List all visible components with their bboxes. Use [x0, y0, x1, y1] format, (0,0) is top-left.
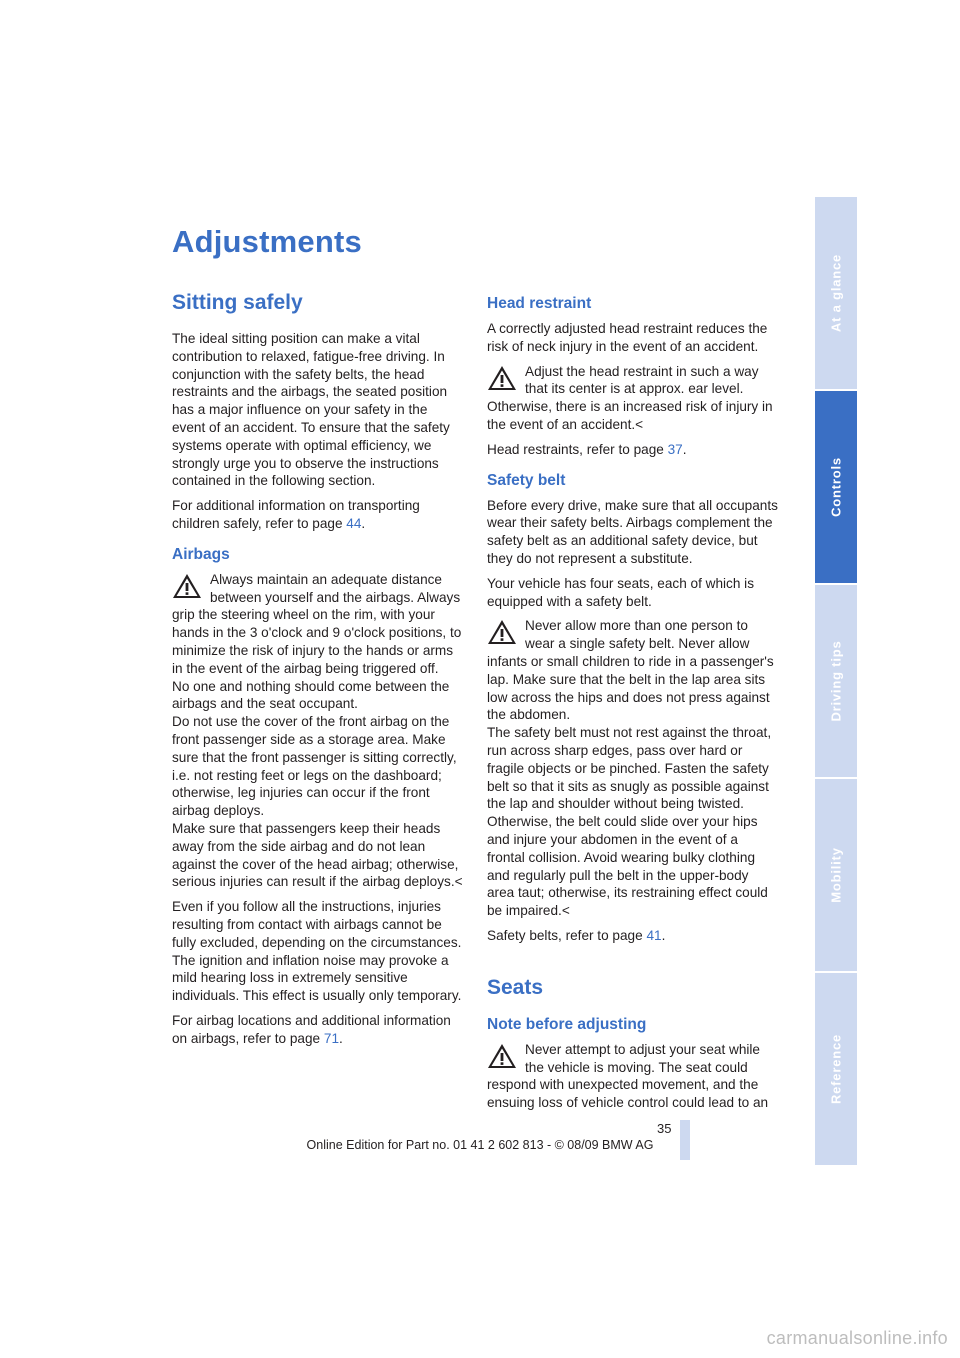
tab-label: Reference	[828, 1033, 844, 1105]
page-link-71[interactable]: 71	[323, 1030, 340, 1046]
chapter-tabs	[815, 197, 857, 1167]
safety-belt-reference	[487, 927, 779, 945]
head-restraint-reference	[487, 441, 779, 459]
warning-triangle-icon	[172, 573, 202, 599]
page-link-37[interactable]: 37	[667, 441, 683, 457]
warning-triangle-icon	[487, 619, 517, 645]
tab-label: Controls	[828, 457, 844, 517]
airbags-locations-text: For airbag locations and additional information on airbags, refer to page	[172, 1012, 451, 1046]
warning-triangle-icon	[487, 1043, 517, 1069]
safety-belt-p2: Your vehicle has four seats, each of which is equipped with a safety belt.	[487, 575, 754, 609]
head-restraint-warning	[487, 363, 779, 434]
period: .	[682, 441, 687, 457]
end-mark: <	[561, 903, 570, 919]
safety-belt-p1: Before every drive, make sure that all occupants wear their safety belts. Airbags complement the safety belt as an additional safety device, but they do not represent a substitute.	[487, 497, 778, 566]
safety-belt-warning-p2-text: The safety belt must not rest against the throat, run across sharp edges, pass over hard or fragile objects or be pinched. Fasten the safety belt so that it sits as snugly as possible against the lap and shoulder without being twisted. Otherwise, the belt could slide over your hips and injure your abdomen in the event of a frontal collision. Avoid wearing bulky clothing and regularly pull the belt in the upper-body area taut; otherwise, its restraining effect could be impaired.	[487, 725, 772, 919]
seats-warning-text: Never attempt to adjust your seat while the vehicle is moving. The seat could respond with unexpected movement, and the ensuing loss of vehicle control could lead to an	[487, 1041, 769, 1111]
airbags-warning-p4-text: Make sure that passengers keep their heads away from the side airbag and do not lean against the cover of the head airbag; otherwise, serious injuries can result if the airbag deploys.	[172, 820, 459, 890]
end-mark: <	[635, 416, 644, 432]
page-number: 35	[657, 1121, 672, 1136]
end-mark: <	[454, 874, 463, 890]
heading-seats: Seats	[487, 975, 544, 999]
page-title: Adjustments	[172, 224, 362, 259]
page-link-41[interactable]: 41	[646, 927, 662, 943]
safety-belt-warning-p2	[487, 724, 779, 920]
sitting-safely-intro: The ideal sitting position can make a vital contribution to relaxed, fatigue-free driving. In conjunction with the safety belts, the head restraints and the airbags, the seated position has a major influence on your safety in the event of an accident. To ensure that the safety systems operate with optimal efficiency, we strongly urge you to observe the instructions contained in the following section.	[172, 331, 450, 489]
airbags-warning-p2: No one and nothing should come between the airbags and the seat occupant.	[172, 678, 450, 712]
tab-mobility[interactable]	[815, 779, 857, 971]
airbags-warning-p4	[172, 820, 464, 891]
safety-belt-warning	[487, 617, 779, 920]
head-restraint-ref-text: Head restraints, refer to page	[487, 441, 668, 457]
seats-warning	[487, 1041, 779, 1112]
airbags-warning	[172, 571, 464, 891]
airbags-warning-p3: Do not use the cover of the front airbag on the front passenger side as a storage area. Make sure that the front passenger is sitting correctly, i.e. not resting feet or legs on the dashboard; otherwise, leg injuries can occur if the front airbag deploys.	[172, 714, 457, 819]
heading-note-before-adjusting: Note before adjusting	[487, 1015, 647, 1033]
airbags-warning-p1: Always maintain an adequate distance between yourself and the airbags. Always grip the steering wheel on the rim, with your hands in the 3 o'clock and 9 o'clock positions, to minimize the risk of injury to the hands or arms in the event of the airbag being triggered off.	[172, 571, 462, 676]
head-restraint-warning-text: Adjust the head restraint in such a way that its center is at approx. ear level. Otherwise, there is an increased risk of injury in the event of an accident.	[487, 363, 773, 432]
tab-reference[interactable]	[815, 973, 857, 1165]
tab-label: Mobility	[828, 847, 844, 903]
period: .	[339, 1030, 343, 1046]
safety-belt-warning-p1: Never allow more than one person to wear a single safety belt. Never allow infants or small children to ride in a passenger's lap. Make sure that the belt in the lap area sits low across the hips and does not press against the abdomen.	[487, 618, 774, 723]
children-reference-text: For additional information on transporting children safely, refer to page	[172, 498, 420, 531]
heading-sitting-safely: Sitting safely	[172, 291, 303, 314]
airbags-locations-reference	[172, 1012, 464, 1048]
watermark: carmanualsonline.info	[766, 1328, 948, 1348]
footer-edition: Online Edition for Part no. 01 41 2 602 813 - © 08/09 BMW AG	[306, 1138, 654, 1152]
children-reference	[172, 497, 464, 533]
heading-head-restraint: Head restraint	[487, 295, 592, 312]
airbags-noise-paragraph: Even if you follow all the instructions, injuries resulting from contact with airbags cannot be fully excluded, depending on the circumstances. The ignition and inflation noise may provoke a mild hearing loss in extremely sensitive individuals. This effect is usually only temporary.	[172, 899, 462, 1004]
safety-belt-ref-text: Safety belts, refer to page	[487, 927, 647, 943]
right-column	[487, 294, 779, 1112]
period: .	[661, 927, 666, 943]
tab-label: Driving tips	[828, 640, 844, 722]
warning-triangle-icon	[487, 365, 517, 391]
tab-at-a-glance[interactable]	[815, 197, 857, 389]
tab-controls[interactable]	[815, 391, 857, 583]
tab-driving-tips[interactable]	[815, 585, 857, 777]
page-link-44[interactable]: 44	[346, 515, 362, 531]
tab-label: At a glance	[828, 253, 844, 333]
head-restraint-p1: A correctly adjusted head restraint reduces the risk of neck injury in the event of an accident.	[487, 321, 768, 354]
heading-airbags: Airbags	[172, 545, 230, 563]
left-column	[172, 290, 464, 1054]
period: .	[361, 515, 366, 531]
heading-safety-belt: Safety belt	[487, 471, 566, 489]
